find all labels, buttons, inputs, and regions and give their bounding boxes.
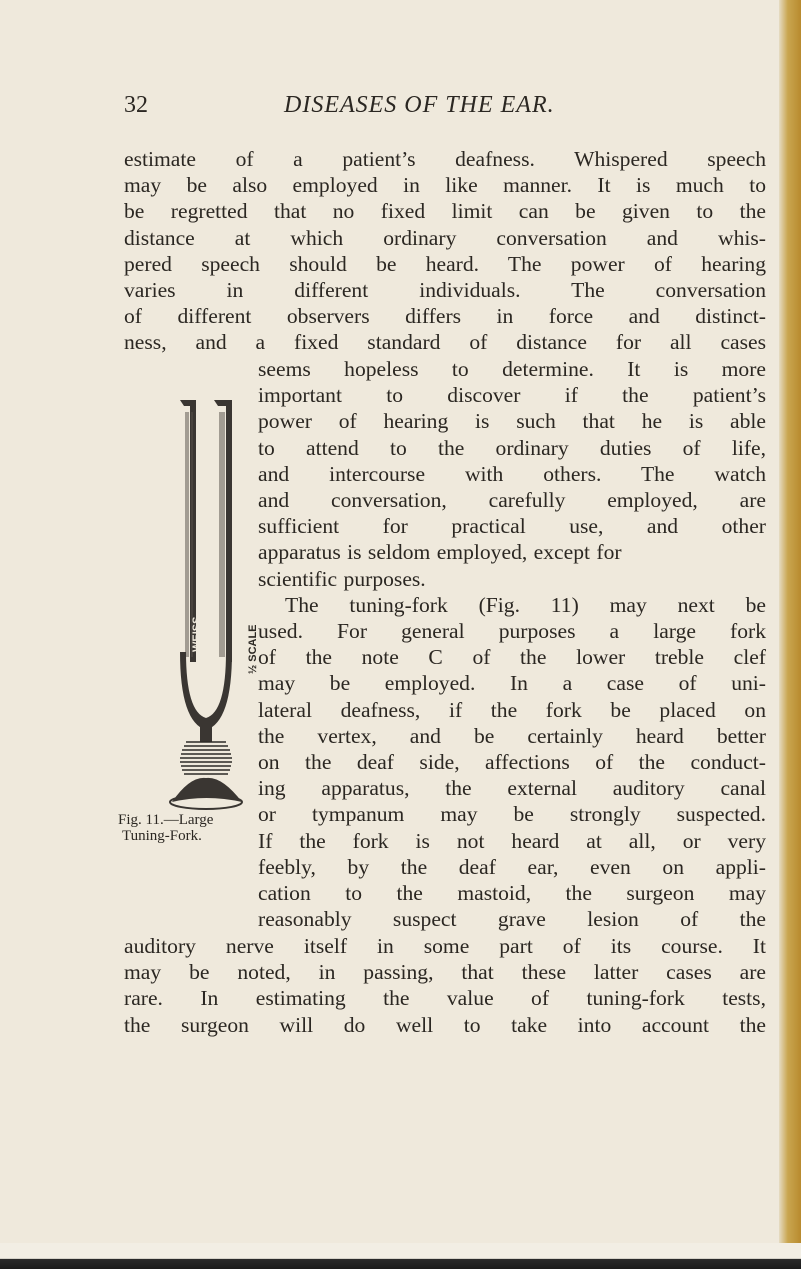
text-line: feebly, by the deaf ear, even on appli- bbox=[258, 854, 766, 879]
page-number: 32 bbox=[124, 92, 148, 118]
body-text-beside-figure bbox=[258, 356, 766, 932]
text-line: of the note C of the lower treble clef bbox=[258, 645, 766, 670]
text-line: to attend to the ordinary duties of life, bbox=[258, 435, 766, 460]
text-line: varies in different individuals. The conversation bbox=[124, 278, 766, 303]
text-line: distance at which ordinary conversation and whis- bbox=[124, 225, 766, 250]
text-line: may be also employed in like manner. It is much to bbox=[124, 173, 766, 198]
body-text-top bbox=[124, 146, 766, 356]
tuning-fork-illustration bbox=[170, 400, 242, 809]
scale-label: ½ SCALE bbox=[247, 624, 259, 674]
body-text-bottom bbox=[124, 933, 766, 1038]
tuning-fork-figure bbox=[150, 392, 260, 812]
text-line: seems hopeless to determine. It is more bbox=[258, 357, 766, 381]
text-line: If the fork is not heard at all, or very bbox=[258, 828, 766, 853]
figure-caption-line2: Tuning-Fork. bbox=[122, 828, 202, 844]
text-line: and conversation, carefully employed, are bbox=[258, 488, 766, 513]
text-line: estimate of a patient’s deafness. Whispered speech bbox=[124, 147, 766, 171]
figure-caption bbox=[118, 812, 258, 844]
text-line: may be noted, in passing, that these latter cases are bbox=[124, 960, 766, 985]
text-line: reasonably suspect grave lesion of the bbox=[258, 907, 766, 932]
maker-label: WEISS bbox=[191, 616, 203, 652]
figure-caption-line1: Fig. 11.—Large bbox=[118, 812, 214, 828]
text-line: be regretted that no fixed limit can be given to the bbox=[124, 199, 766, 224]
page-bottom-edge bbox=[0, 1243, 801, 1269]
text-line: of different observers differs in force and distinct- bbox=[124, 304, 766, 329]
text-line: may be employed. In a case of uni- bbox=[258, 671, 766, 696]
text-line: on the deaf side, affections of the conduct- bbox=[258, 750, 766, 775]
text-line: the surgeon will do well to take into account the bbox=[124, 1012, 766, 1037]
text-line: important to discover if the patient’s bbox=[258, 383, 766, 408]
text-line: auditory nerve itself in some part of its course. It bbox=[124, 934, 766, 958]
text-line: lateral deafness, if the fork be placed on bbox=[258, 697, 766, 722]
text-line: ing apparatus, the external auditory canal bbox=[258, 776, 766, 801]
text-line: rare. In estimating the value of tuning-fork tests, bbox=[124, 986, 766, 1011]
page-header bbox=[0, 92, 780, 122]
text-line: or tympanum may be strongly suspected. bbox=[258, 802, 766, 827]
text-line: pered speech should be heard. The power of hearing bbox=[124, 251, 766, 276]
text-line: cation to the mastoid, the surgeon may bbox=[258, 881, 766, 906]
text-line: sufficient for practical use, and other bbox=[258, 514, 766, 539]
text-line: ness, and a fixed standard of distance for all cases bbox=[124, 330, 766, 355]
text-line: scientific purposes. bbox=[258, 566, 426, 591]
text-line: used. For general purposes a large fork bbox=[258, 619, 766, 644]
text-line: apparatus is seldom employed, except for bbox=[258, 540, 622, 565]
text-line: and intercourse with others. The watch bbox=[258, 461, 766, 486]
text-line: the vertex, and be certainly heard better bbox=[258, 723, 766, 748]
text-line: The tuning-fork (Fig. 11) may next be bbox=[285, 592, 766, 617]
text-line: power of hearing is such that he is able bbox=[258, 409, 766, 434]
page-edge bbox=[779, 0, 801, 1269]
running-head: DISEASES OF THE EAR. bbox=[284, 92, 555, 118]
